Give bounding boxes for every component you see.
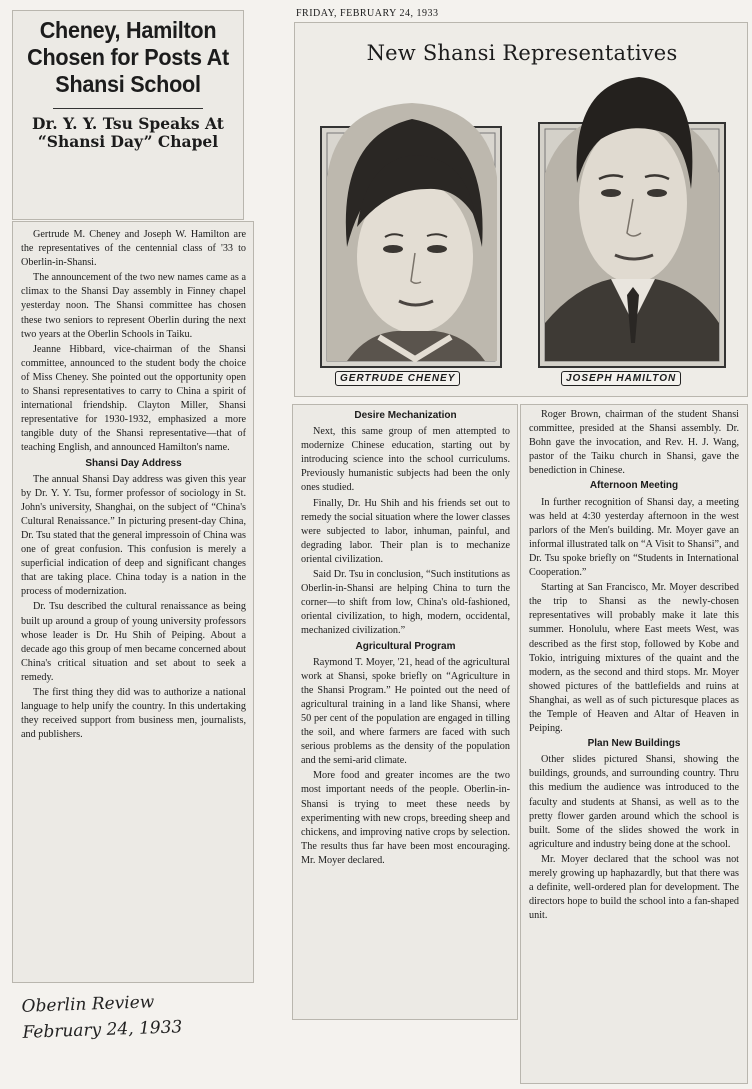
annotation-line-1: Oberlin Review bbox=[21, 992, 155, 1017]
paragraph: The first thing they did was to authorize a national language to help unify the country. In this undertaking they received support from business men, journalists, and publishers. bbox=[21, 687, 246, 741]
paragraph: More food and greater incomes are the two most important needs of the people. Oberlin-in-Shansi is trying to meet these needs by experimenting with new crops, breeding sheep and chickens, and improving native crops by selection. The results thus far have been most encouraging. Mr. Moyer declared. bbox=[301, 770, 510, 866]
right-column-text bbox=[529, 408, 739, 923]
paragraph: Dr. Tsu described the cultural renaissance as being built up around a group of young university professors whose leader is Dr. Hu Shih of Peiping. About a decade ago this group of men became concerned about China's critical situation and set about to seek a remedy. bbox=[21, 601, 246, 683]
paragraph: Roger Brown, chairman of the student Shansi committee, presided at the Shansi assembly. Dr. Bohn gave the invocation, and Rev. H. J. Wang, pastor of the Taiku church in Shansi, gave the benediction in Chinese. bbox=[529, 409, 739, 477]
paragraph: Raymond T. Moyer, '21, head of the agricultural work at Shansi, spoke briefly on “Agriculture in the Shansi Program.” He pointed out the need of agricultural training in a land like Shansi, where 50 per cent of the population are engaged in tilling the soil, and where farmers are faced with such serious problems as the density of the population and the semi-arid climate. bbox=[301, 656, 510, 767]
paragraph: The announcement of the two new names came as a climax to the Shansi Day assembly in Finney chapel yesterday noon. The Shansi committee has chosen these two seniors to represent Oberlin during the next two years at the Oberlin Schools in Taiku. bbox=[21, 272, 246, 340]
handwritten-annotation bbox=[21, 986, 243, 1046]
paragraph: Mr. Moyer declared that the school was not merely growing up haphazardly, but that there was a definite, well-ordered plan for development. The directors hope to build the school into a fan-shaped unit. bbox=[529, 853, 739, 922]
headline-rule bbox=[53, 108, 203, 109]
headline-title: Cheney, Hamilton Chosen for Posts At Shansi School bbox=[27, 17, 229, 97]
annotation-line-2: February 24, 1933 bbox=[22, 1017, 183, 1043]
subhead-agricultural-program: Agricultural Program bbox=[355, 640, 456, 652]
subhead-plan-new-buildings: Plan New Buildings bbox=[587, 738, 681, 750]
date-line: FRIDAY, FEBRUARY 24, 1933 bbox=[296, 8, 439, 19]
headline-subtitle: Dr. Y. Y. Tsu Speaks At “Shansi Day” Chapel bbox=[32, 114, 224, 151]
left-column-text bbox=[21, 228, 246, 742]
paragraph: Finally, Dr. Hu Shih and his friends set out to remedy the social situation where the lower classes were subjected to labor, inhuman, painful, and degrading labor. Their plan is to mechanize oriental civilization. bbox=[301, 497, 510, 565]
photo-panel bbox=[294, 22, 748, 397]
paragraph: In further recognition of Shansi day, a meeting was held at 4:30 yesterday afternoon in the west parlors of the Men's building. Mr. Moyer gave an informal illustrated talk on “A Visit to Shansi”, and Dr. Tsu spoke briefly on “Students in International Cooperation.” bbox=[529, 496, 739, 579]
right-column-clipping bbox=[520, 404, 748, 1084]
subhead-afternoon-meeting: Afternoon Meeting bbox=[589, 480, 679, 492]
middle-column-text bbox=[301, 409, 510, 868]
paragraph: The annual Shansi Day address was given this year by Dr. Y. Y. Tsu, former professor of sociology in St. John's university, Shanghai, on the subject of “China's Cultural Renaissance.” In picturing present-day China, Dr. Tsu stated that the general impressoin of China was one of great confusion. This confusion is merely a superficial indication of deep and significant changes that are taking place. China today is a nation in the process of modernization. bbox=[21, 473, 246, 598]
paragraph: Gertrude M. Cheney and Joseph W. Hamilton are the representatives of the centennial class of '33 to Oberlin-in-Shansi. bbox=[21, 229, 246, 269]
caption-joseph-hamilton: JOSEPH HAMILTON bbox=[561, 371, 681, 386]
photo-panel-title: New Shansi Representatives bbox=[366, 41, 678, 65]
subhead-shansi-day-address: Shansi Day Address bbox=[85, 457, 182, 469]
paragraph: Said Dr. Tsu in conclusion, “Such institutions as Oberlin-in-Shansi are helping China to turn the corner—to shift from low, China's old-fashioned, oriental civilization, to high, modern, occidental, mechanized civilization.” bbox=[301, 569, 510, 637]
caption-gertrude-cheney: GERTRUDE CHENEY bbox=[335, 371, 460, 386]
middle-column-clipping bbox=[292, 404, 518, 1020]
subhead-desire-mechanization: Desire Mechanization bbox=[354, 410, 457, 421]
paragraph: Other slides pictured Shansi, showing the buildings, grounds, and surrounding country. Thru this medium the audience was introduced to the faculty and students at Shansi, as well as to the pretty flower garden around which the school is built. Some of the slides showed the work in agriculture and industry being done at the school. bbox=[529, 754, 739, 850]
headline-clipping bbox=[12, 10, 244, 220]
portrait-joseph-hamilton bbox=[535, 73, 731, 373]
paragraph: Starting at San Francisco, Mr. Moyer described the trip to Shansi as the newly-chosen representatives will probably make it late this summer. Honolulu, where East meets West, was described as the first stop, followed by Kobe and Tokio, intriguing mixtures of the quaint and the modern, as the second and third stops. Mr. Moyer showed pictures of the battlefields and ruins at Shanghai, as well as of such picturesque places as the Temple of Heaven and Altar of Heaven in Peiping. bbox=[529, 582, 739, 735]
portrait-gertrude-cheney bbox=[317, 97, 507, 387]
paragraph: Next, this same group of men attempted to modernize Chinese education, starting out by introducing science into the school curriculums. Previously humanistic subjects had been the only ones studied. bbox=[301, 426, 510, 494]
paragraph: Jeanne Hibbard, vice-chairman of the Shansi committee, announced to the student body the choice of Miss Cheney. She pointed out the opportunity open to Shansi representatives to carry to China a spirit of international friendship. Clayton Miller, Shansi representative for 1930-1932, emphasized a more tangible duty of the Shansi representative—that of teaching English, and announced Hamilton's name. bbox=[21, 343, 246, 454]
left-column-clipping bbox=[12, 221, 254, 983]
